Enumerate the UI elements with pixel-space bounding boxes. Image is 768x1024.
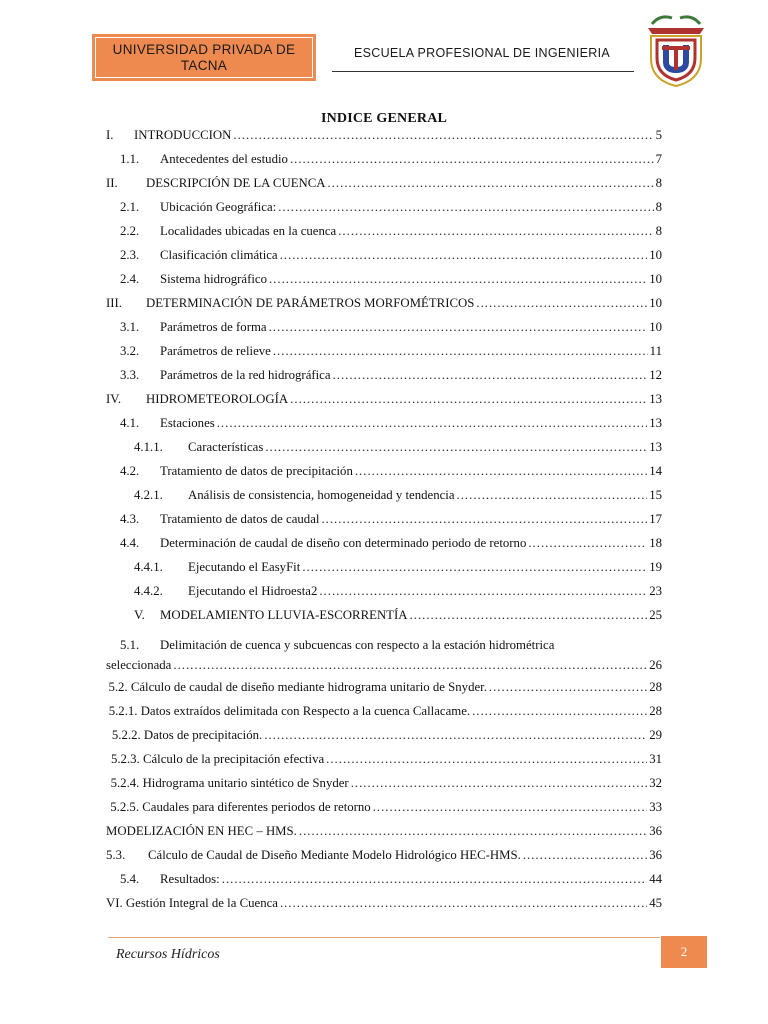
toc-entry-number: 4.4.1. [134,560,163,574]
toc-entry-title: Delimitación de cuenca y subcuencas con respecto a la estación hidrométrica [160,638,555,652]
toc-entry-title: Características [188,440,264,454]
toc-entry-page: 31 [649,752,662,766]
toc-entry-title: 5.2. Cálculo de caudal de diseño mediante hidrograma unitario de Snyder. [108,680,487,694]
toc-dot-leader [326,749,647,769]
toc-entry-page: 10 [649,248,662,262]
toc-entry-title: Tratamiento de datos de precipitación [160,464,353,478]
toc-entry[interactable] [106,125,662,145]
toc-entry-title: Análisis de consistencia, homogeneidad y tendencia [188,488,455,502]
toc-entry[interactable] [106,437,662,457]
toc-dot-leader [523,845,647,865]
toc-entry-page: 36 [649,824,662,838]
toc-entry-number: 4.3. [120,512,140,526]
toc-entry-title: Estaciones [160,416,215,430]
toc-dot-leader [269,317,648,337]
toc-entry-number: IV. [106,392,122,406]
toc-dot-leader [217,413,647,433]
toc-entry-title: Localidades ubicadas en la cuenca [160,224,337,238]
toc-dot-leader [319,581,647,601]
toc-entry-page: 12 [649,368,662,382]
toc-entry[interactable] [106,725,662,745]
toc-entry-number: 3.2. [120,344,140,358]
toc-entry[interactable] [106,173,662,193]
toc-dot-leader [265,437,647,457]
toc-dot-leader [351,773,648,793]
toc-entry-page: 28 [649,680,662,694]
toc-entry-page: 8 [655,176,662,190]
toc-entry-page: 5 [655,128,662,142]
toc-entry-page: 29 [649,728,662,742]
toc-entry-number: 3.1. [120,320,140,334]
toc-entry-number: 1.1. [120,152,140,166]
toc-entry-title: 5.2.1. Datos extraídos delimitada con Respecto a la cuenca Callacame. [108,704,471,718]
toc-entry[interactable] [106,893,662,913]
toc-entry-page: 33 [649,800,662,814]
toc-entry-title: VI. Gestión Integral de la Cuenca [106,896,278,910]
toc-entry[interactable] [106,533,662,553]
toc-entry[interactable] [106,149,662,169]
toc-entry-title: Tratamiento de datos de caudal [160,512,320,526]
toc-entry-title: Parámetros de la red hidrográfica [160,368,331,382]
toc-dot-leader [328,173,654,193]
toc-entry-page: 10 [649,320,662,334]
toc-entry-page: 15 [649,488,662,502]
toc-entry-page: 45 [649,896,662,910]
toc-entry-page: 19 [649,560,662,574]
toc-entry-title: Ubicación Geográfica: [160,200,277,214]
toc-entry-number: 3.3. [120,368,140,382]
toc-entry-title: DESCRIPCIÓN DE LA CUENCA [146,176,326,190]
toc-entry-page: 10 [649,296,662,310]
toc-dot-leader [278,197,653,217]
toc-entry-page: 44 [649,872,662,886]
toc-entry-page: 28 [649,704,662,718]
toc-entry[interactable] [106,845,662,865]
toc-dot-leader [299,821,647,841]
toc-entry-page: 13 [649,416,662,430]
toc-entry-title: HIDROMETEOROLOGÍA [146,392,289,406]
toc-entry-number: 4.2. [120,464,140,478]
footer-divider [108,937,660,938]
toc-entry[interactable] [106,749,662,769]
university-logo [642,12,710,88]
toc-entry[interactable] [106,821,662,841]
page-number: 2 [680,944,688,959]
logo-laurel-left [652,17,672,24]
toc-dot-leader [528,533,647,553]
toc-entry-number: II. [106,176,118,190]
toc-dot-leader [290,149,654,169]
toc-title: INDICE GENERAL [320,111,448,126]
toc-dot-leader [489,677,647,697]
toc-dot-leader [222,869,647,889]
toc-dot-leader [355,461,647,481]
toc-entry-page: 13 [649,440,662,454]
toc-entry-number: 5.4. [120,872,140,886]
toc-entry[interactable] [106,605,662,625]
toc-dot-leader [472,701,647,721]
toc-entry[interactable] [106,509,662,529]
toc-entry[interactable] [106,869,662,889]
toc-entry[interactable] [106,221,662,241]
toc-entry-title: Antecedentes del estudio [160,152,288,166]
toc-entry-number: 4.1.1. [134,440,163,454]
toc-dot-leader [302,557,647,577]
toc-entry-page: 26 [649,658,662,672]
toc-entry-title: INTRODUCCION [134,128,232,142]
toc-entry-title-continued: seleccionada [106,658,172,672]
toc-entry-page: 17 [649,512,662,526]
university-name: UNIVERSIDAD PRIVADA DE TACNA [95,37,313,78]
toc-entry-title: Sistema hidrográfico [160,272,267,286]
toc-entry-number: 4.4. [120,536,140,550]
toc-entry-title: Parámetros de forma [160,320,267,334]
toc-entry[interactable] [106,341,662,361]
toc-entry-title: 5.2.4. Hidrograma unitario sintético de Snyder [110,776,349,790]
toc-entry-title: MODELAMIENTO LLUVIA-ESCORRENTÍA [160,608,408,622]
toc-entry-number: I. [106,128,114,142]
toc-entry-page: 25 [649,608,662,622]
toc-entry[interactable] [106,485,662,505]
toc-dot-leader [476,293,647,313]
toc-entry-title: 5.2.5. Caudales para diferentes periodos de retorno [110,800,371,814]
toc-entry[interactable] [106,701,662,721]
toc-entry-number: 5.3. [106,848,126,862]
toc-dot-leader [338,221,653,241]
toc-entry[interactable] [106,197,662,217]
toc-entry-number: 2.3. [120,248,140,262]
toc-entry-title: 5.2.3. Cálculo de la precipitación efectiva [110,752,325,766]
toc-entry-title: Ejecutando el Hidroesta2 [188,584,318,598]
toc-dot-leader [321,509,647,529]
toc-entry-page: 36 [649,848,662,862]
toc-dot-leader [410,605,648,625]
logo-ribbon [648,28,704,34]
toc-entry-number: V. [134,608,145,622]
toc-entry[interactable] [106,365,662,385]
toc-entry-page: 11 [649,344,662,358]
toc-entry-page: 18 [649,536,662,550]
toc-entry-number: 2.4. [120,272,140,286]
toc-entry-number: 5.1. [120,638,140,652]
toc-dot-leader [373,797,648,817]
toc-entry[interactable] [106,461,662,481]
header-divider [332,71,634,72]
toc-entry[interactable] [106,773,662,793]
toc-entry[interactable] [106,581,662,601]
toc-dot-leader [290,389,647,409]
toc-entry-number: III. [106,296,122,310]
toc-entry[interactable] [106,317,662,337]
university-banner [92,34,316,81]
toc-entry-page: 23 [649,584,662,598]
toc-entry-page: 10 [649,272,662,286]
toc-entry[interactable] [106,797,662,817]
toc-entry-number: 4.1. [120,416,140,430]
footer-label: Recursos Hídricos [116,947,220,962]
toc-dot-leader [280,893,647,913]
toc-entry[interactable] [106,245,662,265]
toc-entry-title: Cálculo de Caudal de Diseño Mediante Modelo Hidrológico HEC-HMS. [148,848,521,862]
logo-laurel-right [680,17,700,24]
logo-letter-t-stem [674,46,678,70]
toc-entry-page: 8 [655,224,662,238]
toc-dot-leader [173,655,647,675]
toc-entry-title: Determinación de caudal de diseño con determinado periodo de retorno [160,536,527,550]
toc-entry-title: Parámetros de relieve [160,344,271,358]
toc-entry-title: Ejecutando el EasyFit [188,560,301,574]
toc-entry[interactable] [106,557,662,577]
toc-entry[interactable] [106,413,662,433]
toc-entry-title: 5.2.2. Datos de precipitación. [111,728,263,742]
toc-dot-leader [333,365,648,385]
toc-entry[interactable] [106,677,662,697]
toc-dot-leader [457,485,648,505]
toc-dot-leader [273,341,648,361]
toc-dot-leader [280,245,648,265]
toc-entry-page: 8 [655,200,662,214]
toc-dot-leader [233,125,653,145]
toc-entry[interactable] [106,293,662,313]
toc-entry-number: 4.2.1. [134,488,163,502]
toc-entry[interactable] [106,635,662,675]
toc-entry[interactable] [106,269,662,289]
toc-entry-title: MODELIZACIÓN EN HEC – HMS. [106,824,297,838]
toc-entry-number: 4.4.2. [134,584,163,598]
page-number-badge [661,936,707,968]
school-title: ESCUELA PROFESIONAL DE INGENIERIA [353,46,611,60]
toc-entry-page: 14 [649,464,662,478]
toc-entry-title: DETERMINACIÓN DE PARÁMETROS MORFOMÉTRICOS [146,296,475,310]
toc-entry-number: 2.1. [120,200,140,214]
toc-dot-leader [269,269,647,289]
toc-dot-leader [264,725,647,745]
toc-entry-number: 2.2. [120,224,140,238]
toc-entry-page: 7 [655,152,662,166]
toc-entry-title: Clasificación climática [160,248,278,262]
toc-entry-page: 32 [649,776,662,790]
toc-entry-page: 13 [649,392,662,406]
toc-entry[interactable] [106,389,662,409]
toc-entry-title: Resultados: [160,872,220,886]
